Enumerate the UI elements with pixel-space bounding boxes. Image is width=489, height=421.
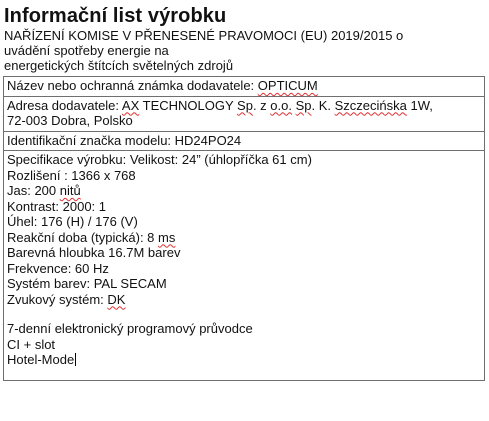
- spec-sound-system: [7, 292, 481, 308]
- address-part: o.o.: [270, 97, 292, 113]
- address-part: TECHNOLOGY: [139, 97, 238, 113]
- spec-response-time: [7, 230, 481, 246]
- cell-specifications[interactable]: [4, 151, 485, 381]
- row-supplier-name: [4, 77, 485, 97]
- spec-brightness: [7, 183, 481, 199]
- spec-response-unit: ms: [158, 229, 176, 245]
- supplier-name-value: OPTICUM: [257, 78, 318, 93]
- spec-ci-slot: CI + slot: [7, 336, 56, 352]
- model-id-value: HD24PO24: [174, 132, 242, 148]
- supplier-name-label: Název nebo ochranná známka dodavatele:: [7, 78, 258, 93]
- document-title: Informační list výrobku: [4, 5, 227, 27]
- product-information-sheet: [3, 5, 485, 381]
- spec-epg: 7-denní elektronický programový průvodce: [7, 321, 253, 336]
- spec-resolution: Rozlišení : 1366 x 768: [7, 167, 136, 183]
- intro-line-2: uvádění spotřeby energie na: [4, 43, 169, 58]
- regulation-intro: [4, 28, 485, 73]
- address-part: 1W,: [406, 97, 433, 113]
- spec-hotel-mode: [7, 352, 481, 368]
- spec-sound-label: Zvukový systém:: [7, 291, 108, 307]
- row-model-id: [4, 131, 485, 151]
- spec-brightness-unit: nitů: [59, 183, 81, 198]
- supplier-address-line-1: [7, 98, 481, 114]
- address-part: Szczecińska: [334, 97, 407, 113]
- spec-color-system: Systém barev: PAL SECAM: [7, 276, 167, 291]
- spec-contrast: Kontrast: 2000: 1: [7, 198, 107, 214]
- intro-line-3: energetických štítcích světelných zdrojů: [4, 58, 234, 73]
- cell-supplier-name[interactable]: [4, 77, 485, 97]
- spec-sound-value: DK: [107, 291, 126, 307]
- supplier-address-label: Adresa dodavatele:: [7, 97, 122, 113]
- address-part: . K.: [311, 97, 335, 113]
- spacer: [7, 307, 481, 321]
- text-cursor: [75, 353, 76, 366]
- model-id-label: Identifikační značka modelu:: [7, 132, 175, 148]
- intro-line-1: NAŘÍZENÍ KOMISE V PŘENESENÉ PRAVOMOCI (EU) 2019/2015 o: [4, 28, 404, 43]
- cell-model-id[interactable]: [4, 131, 485, 151]
- row-supplier-address: [4, 96, 485, 131]
- spec-angle: Úhel: 176 (H) / 176 (V): [7, 214, 138, 229]
- spec-color-depth: Barevná hloubka 16.7M barev: [7, 245, 181, 260]
- spec-brightness-label: Jas: 200: [7, 183, 60, 198]
- address-part: Sp: [237, 97, 253, 113]
- spec-size: Specifikace výrobku: Velikost: 24” (úhlopříčka 61 cm): [7, 152, 312, 167]
- address-part: Sp: [295, 97, 312, 113]
- address-part: . z: [252, 97, 271, 113]
- spec-response-label: Reakční doba (typická): 8: [7, 229, 159, 245]
- spec-frequency: Frekvence: 60 Hz: [7, 260, 109, 276]
- spec-hotel-mode-text: Hotel-Mode: [7, 352, 75, 367]
- cell-supplier-address[interactable]: [4, 96, 485, 131]
- info-table: [3, 76, 485, 381]
- supplier-address-line-2: 72-003 Dobra, Polsko: [7, 113, 133, 128]
- address-part: AX: [121, 97, 140, 113]
- row-specifications: [4, 151, 485, 381]
